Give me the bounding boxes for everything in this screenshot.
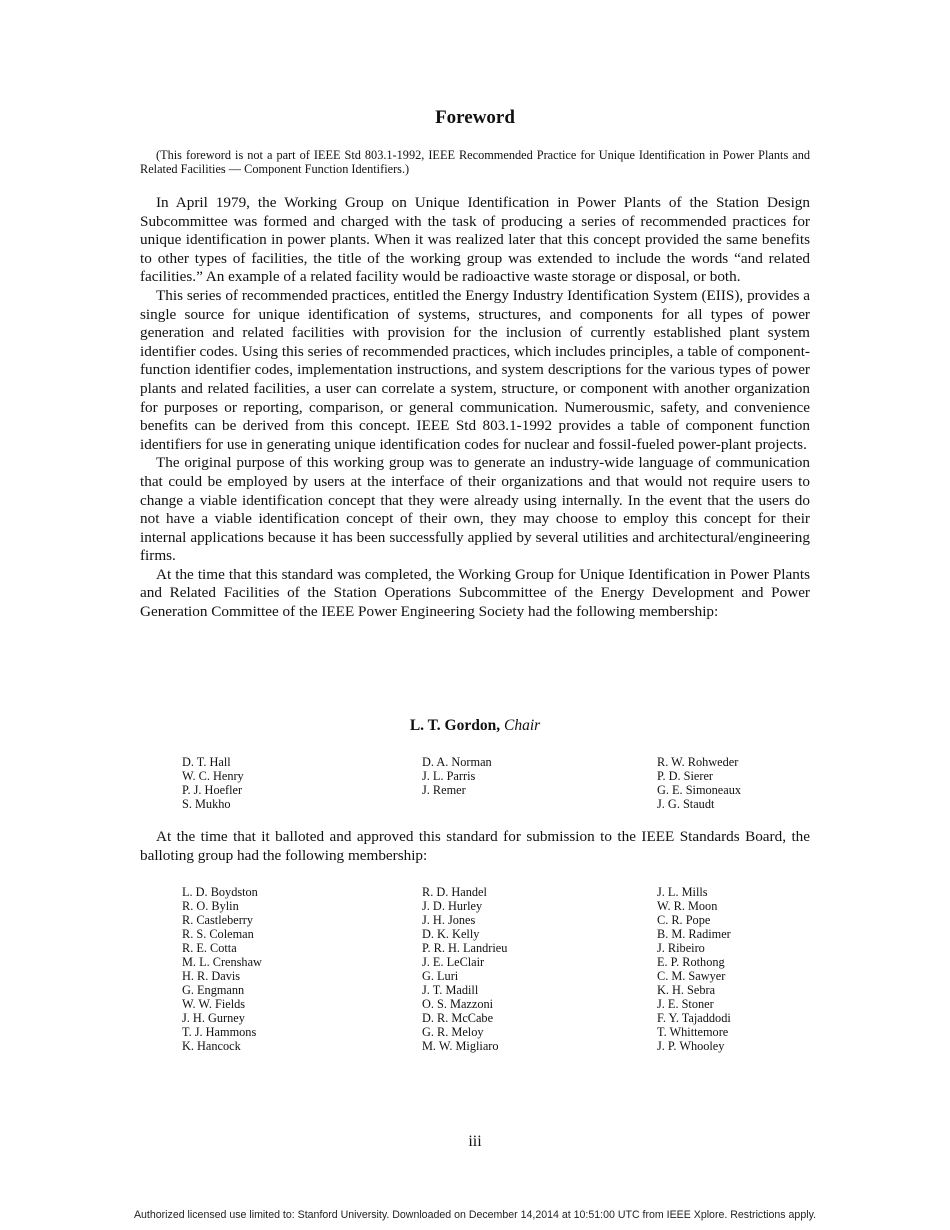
member-name: C. R. Pope bbox=[657, 913, 711, 927]
member-name: J. H. Jones bbox=[422, 913, 476, 927]
member-name: T. Whittemore bbox=[657, 1025, 729, 1039]
member-name: D. R. McCabe bbox=[422, 1011, 494, 1025]
member-column bbox=[422, 885, 507, 1053]
member-name: H. R. Davis bbox=[182, 969, 241, 983]
member-name: W. C. Henry bbox=[182, 769, 244, 783]
member-name: J. Ribeiro bbox=[657, 941, 705, 955]
paragraph: At the time that it balloted and approved this standard for submission to the IEEE Standards Board, the balloting group had the following membership: bbox=[140, 828, 810, 864]
member-name: J. E. Stoner bbox=[657, 997, 714, 1011]
member-name: J. T. Madill bbox=[422, 983, 479, 997]
license-footer: Authorized licensed use limited to: Stanford University. Downloaded on December 14,2014 at 10:51:00 UTC from IEEE Xplore. Restrictions apply. bbox=[133, 1209, 817, 1221]
member-name: G. Luri bbox=[422, 969, 459, 983]
member-name: K. H. Sebra bbox=[657, 983, 716, 997]
member-name: J. L. Mills bbox=[657, 885, 708, 899]
foreword-body bbox=[140, 194, 810, 622]
member-name: R. S. Coleman bbox=[182, 927, 254, 941]
member-name: G. E. Simoneaux bbox=[657, 783, 742, 797]
member-name: B. M. Radimer bbox=[657, 927, 731, 941]
member-name: E. P. Rothong bbox=[657, 955, 725, 969]
member-name: W. R. Moon bbox=[657, 899, 718, 913]
chair-line bbox=[0, 716, 950, 736]
member-column bbox=[657, 885, 731, 1053]
member-name: R. D. Handel bbox=[422, 885, 487, 899]
member-name: J. H. Gurney bbox=[182, 1011, 245, 1025]
paragraph: This series of recommended practices, entitled the Energy Industry Identification System (EIIS), provides a single source for unique identification of systems, structures, and components for all types of power generation and related facilities with provision for the inclusion of currently established plant system identifier codes. Using this series of recommended practices, which includes principles, a table of component-function identifier codes, implementation instructions, and system descriptions for the various types of power plants and related facilities, a user can correlate a system, structure, or component with another organization for purposes or reporting, comparison, or general communication. Numerousmic, safety, and convenience benefits can be derived from this concept. IEEE Std 803.1-1992 provides a table of component function identifiers for use in generating unique identification codes for nuclear and fossil-fueled power-plant projects. bbox=[140, 286, 810, 453]
member-name: F. Y. Tajaddodi bbox=[657, 1011, 731, 1025]
page-number: iii bbox=[468, 1133, 482, 1150]
member-name: W. W. Fields bbox=[182, 997, 246, 1011]
member-name: T. J. Hammons bbox=[182, 1025, 257, 1039]
member-name: M. L. Crenshaw bbox=[182, 955, 262, 969]
member-name: O. S. Mazzoni bbox=[422, 997, 494, 1011]
member-name: R. Castleberry bbox=[182, 913, 254, 927]
member-name: J. G. Staudt bbox=[657, 797, 715, 811]
paragraph: At the time that this standard was completed, the Working Group for Unique Identification in Power Plants and Related Facilities of the Station Operations Subcommittee of the Energy Development and Power Generation Committee of the IEEE Power Engineering Society had the following membership: bbox=[140, 565, 810, 621]
member-name: P. D. Sierer bbox=[657, 769, 714, 783]
foreword-note: (This foreword is not a part of IEEE Std 803.1-1992, IEEE Recommended Practice for Unique Identification in Power Plants and Related Facilities — Component Function Identifiers.) bbox=[140, 148, 810, 176]
member-column bbox=[182, 755, 244, 811]
member-name: J. L. Parris bbox=[422, 769, 476, 783]
balloting-group-members bbox=[182, 885, 822, 1057]
member-name: R. W. Rohweder bbox=[657, 755, 739, 769]
working-group-members bbox=[182, 755, 822, 815]
member-name: J. Remer bbox=[422, 783, 466, 797]
member-name: P. J. Hoefler bbox=[182, 783, 243, 797]
member-column bbox=[422, 755, 492, 797]
chair-role: Chair bbox=[504, 717, 541, 734]
member-name: J. D. Hurley bbox=[422, 899, 483, 913]
member-name: C. M. Sawyer bbox=[657, 969, 726, 983]
chair-name: L. T. Gordon, bbox=[409, 717, 501, 734]
member-name: D. K. Kelly bbox=[422, 927, 480, 941]
member-name: M. W. Migliaro bbox=[422, 1039, 499, 1053]
balloting-intro bbox=[140, 828, 810, 865]
member-name: J. P. Whooley bbox=[657, 1039, 725, 1053]
paragraph: The original purpose of this working group was to generate an industry-wide language of communication that could be employed by users at the interface of their organizations and that would not require users to change a viable identification concept that they were already using internally. In the event that the users do not have a viable identification concept of their own, they may choose to employ this concept for their internal applications because it has been successfully applied by several utilities and architectural/engineering firms. bbox=[140, 454, 810, 565]
paragraph: In April 1979, the Working Group on Unique Identification in Power Plants of the Station Design Subcommittee was formed and charged with the task of producing a series of recommended practices for unique identification in power plants. When it was realized later that this concept provided the same benefits to other types of facilities, the title of the working group was extended to include the words “and related facilities.” An example of a related facility would be radioactive waste storage or disposal, or both. bbox=[140, 194, 810, 286]
member-name: D. T. Hall bbox=[182, 755, 231, 769]
member-name: D. A. Norman bbox=[422, 755, 492, 769]
member-name: G. Engmann bbox=[182, 983, 245, 997]
member-name: R. O. Bylin bbox=[182, 899, 239, 913]
member-name: J. E. LeClair bbox=[422, 955, 485, 969]
member-name: G. R. Meloy bbox=[422, 1025, 484, 1039]
member-name: K. Hancock bbox=[182, 1039, 241, 1053]
member-name: R. E. Cotta bbox=[182, 941, 237, 955]
member-column bbox=[657, 755, 741, 811]
member-name: S. Mukho bbox=[182, 797, 231, 811]
member-name: P. R. H. Landrieu bbox=[422, 941, 508, 955]
member-column bbox=[182, 885, 262, 1053]
member-name: L. D. Boydston bbox=[182, 885, 258, 899]
page-title: Foreword bbox=[435, 107, 515, 128]
